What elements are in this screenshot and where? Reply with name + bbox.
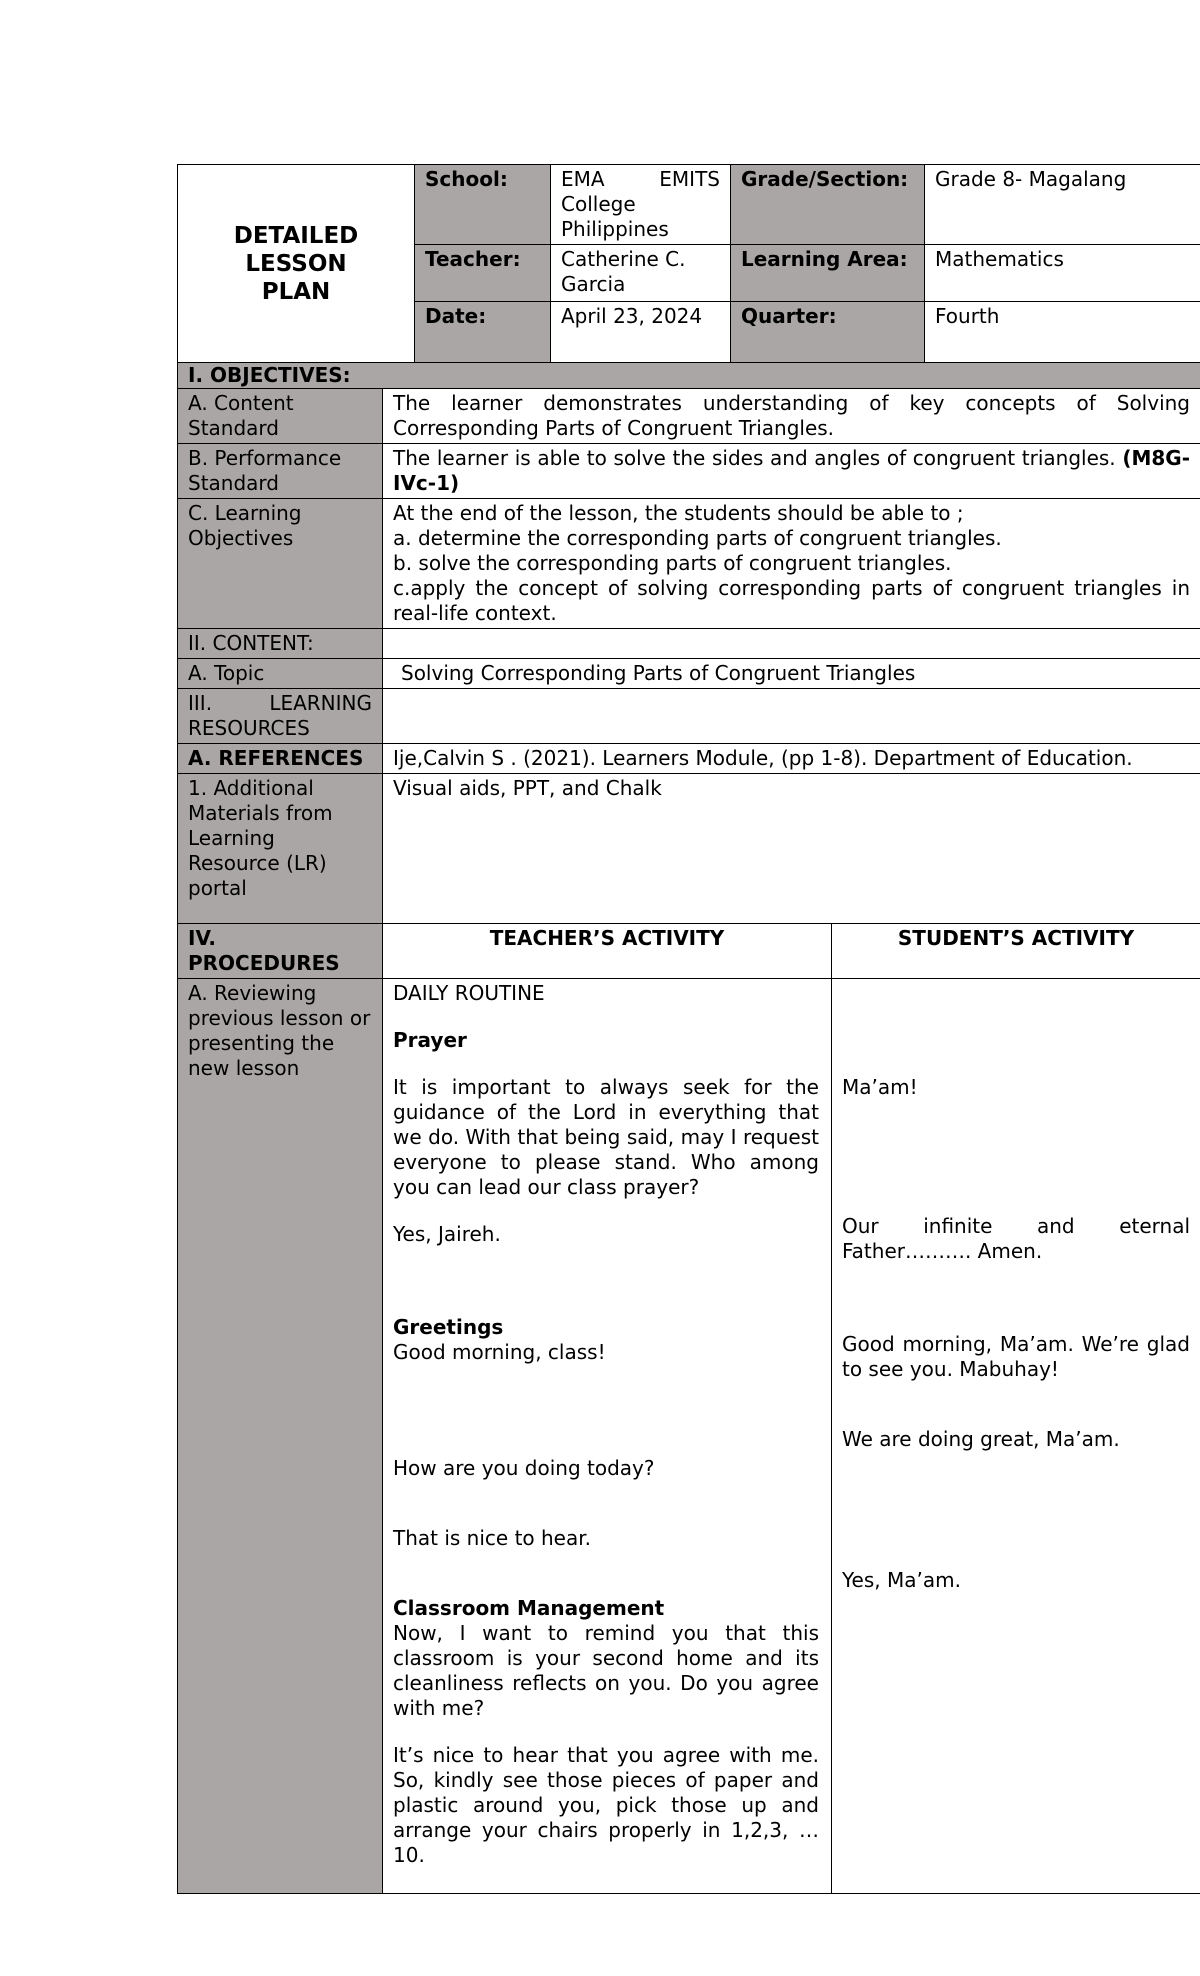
document-title: DETAILED LESSON PLAN	[178, 165, 415, 363]
classroom-management-reply: Yes, Ma’am.	[842, 1568, 961, 1592]
date-value: April 23, 2024	[551, 302, 731, 363]
competency-code: (M8G-IVc-1)	[393, 446, 1191, 495]
performance-standard-label: B. Performance Standard	[178, 444, 383, 499]
quarter-value: Fourth	[925, 302, 1200, 363]
student-activity-cell	[832, 979, 1200, 1894]
agree-text: It’s nice to hear that you agree with me. So, kindly see those pieces of paper and plastic around you, pick those up and arrange your chairs properly in 1,2,3, … 10.	[393, 1743, 819, 1867]
greetings-heading: Greetings	[393, 1315, 504, 1339]
prayer-text: It is important to always seek for the guidance of the Lord in everything that we do. With that being said, may I request everyone to please stand. Who among you can lead our class prayer?	[393, 1075, 819, 1199]
lesson-plan-page	[177, 164, 1200, 1894]
yes-jaireh-text: Yes, Jaireh.	[393, 1222, 501, 1246]
greetings-text: Good morning, class!	[393, 1340, 606, 1364]
learning-objective-item: b. solve the corresponding parts of congruent triangles.	[393, 551, 952, 575]
teacher-activity-header: TEACHER’S ACTIVITY	[383, 924, 832, 979]
student-activity-header: STUDENT’S ACTIVITY	[832, 924, 1200, 979]
additional-materials-label: 1. Additional Materials from Learning Resource (LR) portal	[178, 774, 383, 924]
how-are-you-text: How are you doing today?	[393, 1456, 655, 1480]
classroom-management-heading: Classroom Management	[393, 1596, 665, 1620]
learning-area-label: Learning Area:	[731, 245, 925, 302]
references-value: Ije,Calvin S . (2021). Learners Module, (pp 1-8). Department of Education.	[383, 744, 1200, 774]
classroom-management-text: Now, I want to remind you that this classroom is your second home and its cleanliness reflects on you. Do you agree with me?	[393, 1621, 819, 1720]
procedure-step-label: A. Reviewing previous lesson or presenting the new lesson	[178, 979, 383, 1894]
date-label: Date:	[415, 302, 551, 363]
school-value: EMA EMITS College Philippines	[551, 165, 731, 245]
nice-to-hear-text: That is nice to hear.	[393, 1526, 591, 1550]
doing-great-reply: We are doing great, Ma’am.	[842, 1427, 1120, 1451]
daily-routine-label: DAILY ROUTINE	[393, 981, 545, 1005]
learning-objectives-intro: At the end of the lesson, the students should be able to ;	[393, 501, 964, 525]
learning-resources-label: III. LEARNING RESOURCES	[178, 689, 383, 744]
learning-objective-item: a. determine the corresponding parts of congruent triangles.	[393, 526, 1002, 550]
grade-section-label: Grade/Section:	[731, 165, 925, 245]
content-heading-blank	[383, 629, 1200, 659]
learning-objectives-cell	[383, 499, 1200, 629]
prayer-student-reply: Ma’am!	[842, 1075, 918, 1099]
topic-value: Solving Corresponding Parts of Congruent Triangles	[383, 659, 1200, 689]
additional-materials-value: Visual aids, PPT, and Chalk	[383, 774, 1200, 924]
objectives-heading: I. OBJECTIVES:	[178, 363, 1200, 389]
school-label: School:	[415, 165, 551, 245]
grade-section-value: Grade 8- Magalang	[925, 165, 1200, 245]
content-standard-text: The learner demonstrates understanding of key concepts of Solving Corresponding Parts of Congruent Triangles.	[383, 389, 1200, 444]
teacher-value: Catherine C. Garcia	[551, 245, 731, 302]
teacher-activity-cell	[383, 979, 832, 1894]
performance-standard-cell	[383, 444, 1200, 499]
lesson-plan-table	[177, 164, 1200, 1894]
learning-resources-blank	[383, 689, 1200, 744]
quarter-label: Quarter:	[731, 302, 925, 363]
prayer-heading: Prayer	[393, 1028, 467, 1052]
teacher-label: Teacher:	[415, 245, 551, 302]
greetings-reply: Good morning, Ma’am. We’re glad to see you. Mabuhay!	[842, 1332, 1190, 1381]
learning-area-value: Mathematics	[925, 245, 1200, 302]
prayer-reply: Our infinite and eternal Father………. Amen.	[842, 1214, 1190, 1263]
content-heading: II. CONTENT:	[178, 629, 383, 659]
learning-objective-item: c.apply the concept of solving corresponding parts of congruent triangles in real-life context.	[393, 576, 1190, 625]
references-label: A. REFERENCES	[178, 744, 383, 774]
performance-standard-text: The learner is able to solve the sides and angles of congruent triangles.	[393, 446, 1116, 470]
topic-label: A. Topic	[178, 659, 383, 689]
content-standard-label: A. Content Standard	[178, 389, 383, 444]
procedures-heading: IV. PROCEDURES	[178, 924, 383, 979]
learning-objectives-label: C. Learning Objectives	[178, 499, 383, 629]
